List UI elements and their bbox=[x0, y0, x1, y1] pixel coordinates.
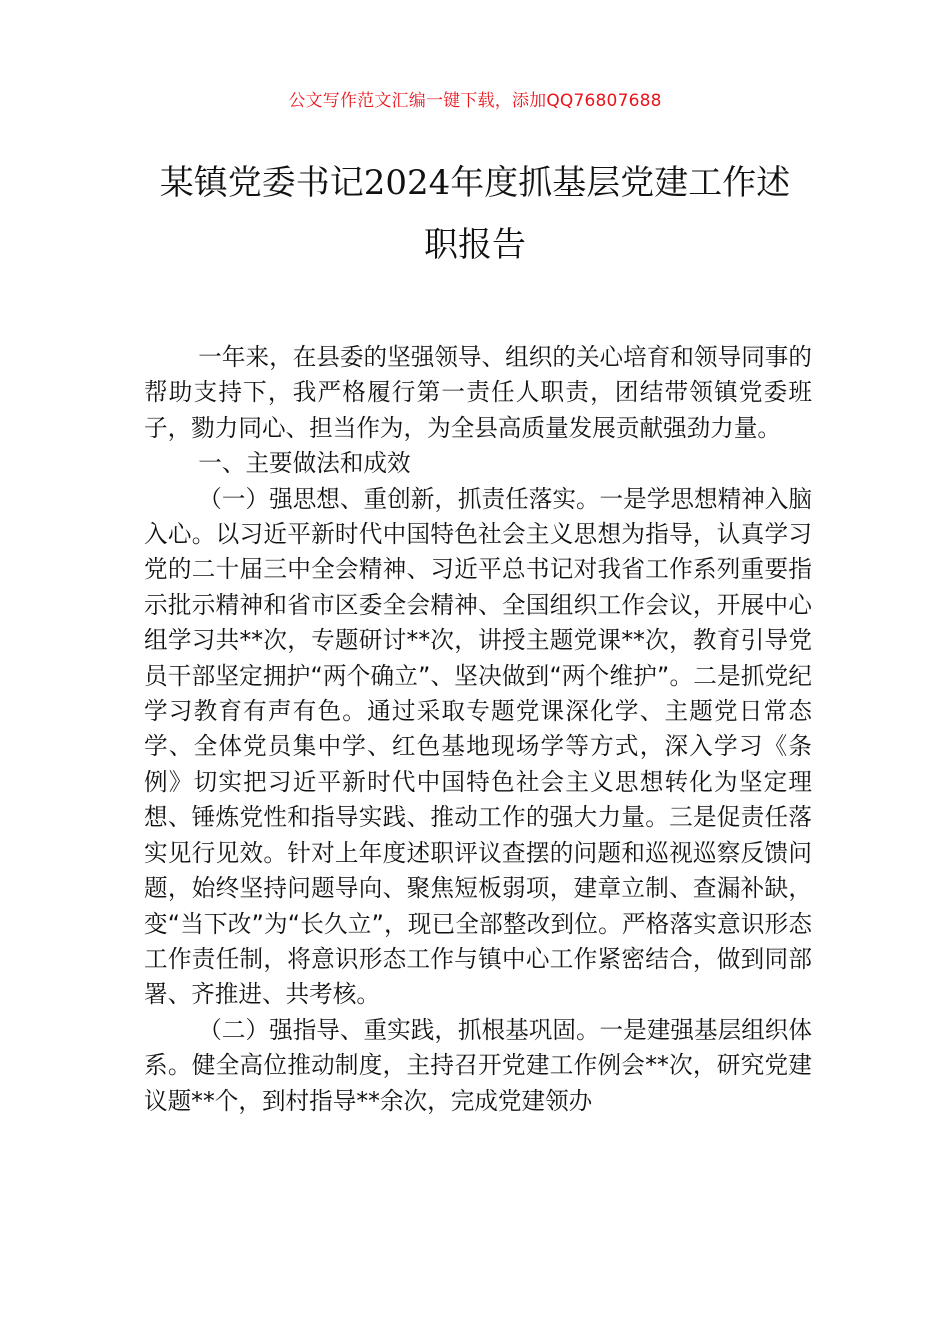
intro-paragraph: 一年来，在县委的坚强领导、组织的关心培育和领导同事的帮助支持下，我严格履行第一责任人职责，团结带领镇党委班子，勠力同心、担当作为，为全县高质量发展贡献强劲力量。 bbox=[144, 343, 812, 442]
document-body bbox=[144, 340, 812, 1119]
body-paragraph: （二）强指导、重实践，抓根基巩固。一是建强基层组织体系。健全高位推动制度，主持召开党建工作例会**次，研究党建议题**个，到村指导**余次，完成党建领办 bbox=[144, 1015, 812, 1115]
section-heading: 一、主要做法和成效 bbox=[198, 449, 411, 478]
body-paragraph: （一）强思想、重创新，抓责任落实。一是学思想精神入脑入心。以习近平新时代中国特色社会主义思想为指导，认真学习党的二十届三中全会精神、习近平总书记对我省工作系列重要指示批示精神和省市区委全会精神、全国组织工作会议，开展中心组学习共**次，专题研讨**次，讲授主题党课**次，教育引导党员干部坚定拥护“两个确立”、坚决做到“两个维护”。二是抓党纪学习教育有声有色。通过采取专题党课深化学、主题党日常态学、全体党员集中学、红色基地现场学等方式，深入学习《条例》切实把习近平新时代中国特色社会主义思想转化为坚定理想、锤炼党性和指导实践、推动工作的强大力量。三是促责任落实见行见效。针对上年度述职评议查摆的问题和巡视巡察反馈问题，始终坚持问题导向、聚焦短板弱项，建章立制、查漏补缺，变“当下改”为“长久立”，现已全部整改到位。严格落实意识形态工作责任制，将意识形态工作与镇中心工作紧密结合，做到同部署、齐推进、共考核。 bbox=[144, 484, 812, 1009]
title-line-1: 某镇党委书记2024年度抓基层党建工作述 bbox=[159, 163, 791, 203]
title-line-2: 职报告 bbox=[424, 225, 526, 265]
download-promo-note: 公文写作范文汇编一键下载，添加QQ76807688 bbox=[288, 91, 662, 111]
document-title bbox=[120, 152, 830, 276]
